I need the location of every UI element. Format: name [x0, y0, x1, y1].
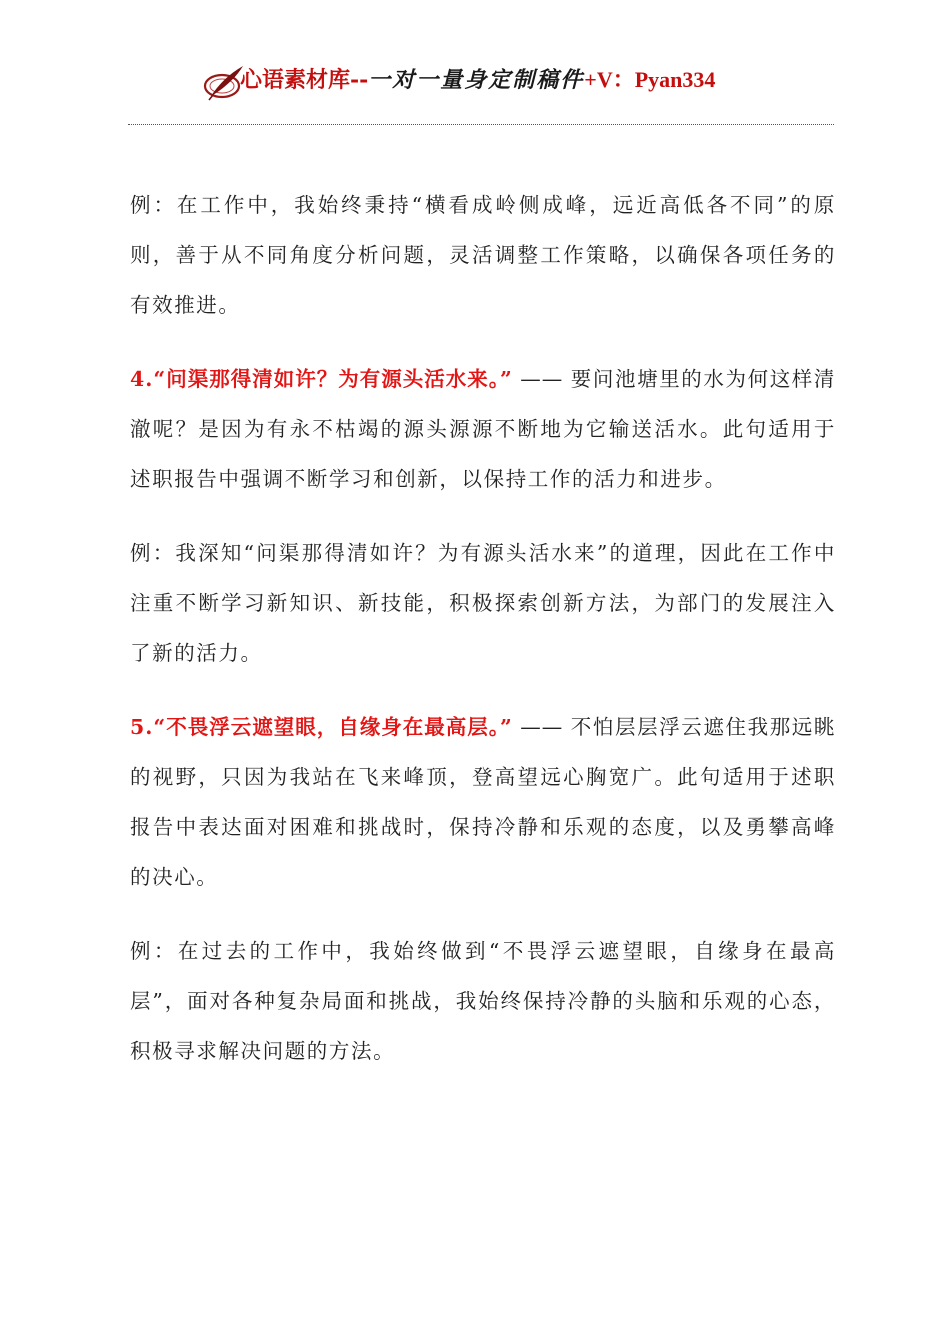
paragraph-text: 例：我深知“问渠那得清如许？为有源头活水来”的道理，因此在工作中注重不断学习新知识、新技能，积极探索创新方法，为部门的发展注入了新的活力。: [130, 541, 836, 665]
header-tagline: 一对一量身定制稿件: [368, 67, 585, 93]
poem-quote: 4.“问渠那得清如许？为有源头活水来。”: [130, 367, 513, 391]
paragraph-text: 要问池塘里的水为何这样清澈呢？是因为有永不枯竭的源头源源不断地为它输送活水。此句适用于述职报告中强调不断学习和创新，以保持工作的活力和进步。: [130, 367, 837, 491]
paragraph-text: 不怕层层浮云遮住我那远眺的视野，只因为我站在飞来峰顶，登高望远心胸宽广。此句适用于述职报告中表达面对困难和挑战时，保持冷静和乐观的态度，以及勇攀高峰的决心。: [130, 715, 837, 889]
header-contact: +V：Pyan334: [584, 67, 716, 92]
document-body: [130, 180, 836, 1100]
example-paragraph: [130, 926, 836, 1076]
header-separator: --: [350, 67, 369, 93]
poem-quote: 5.“不畏浮云遮望眼，自缘身在最高层。”: [130, 715, 513, 739]
em-dash: ——: [512, 715, 571, 739]
example-paragraph: [130, 180, 836, 330]
page-header: [0, 58, 950, 104]
em-dash: ——: [512, 367, 571, 391]
header-divider: [128, 124, 834, 125]
example-paragraph: [130, 528, 836, 678]
paragraph-text: 例：在工作中，我始终秉持“横看成岭侧成峰，远近高低各不同”的原则，善于从不同角度分析问题，灵活调整工作策略，以确保各项任务的有效推进。: [130, 193, 836, 317]
header-title: [240, 66, 715, 94]
paragraph-text: 例：在过去的工作中，我始终做到“不畏浮云遮望眼，自缘身在最高层”，面对各种复杂局面和挑战，我始终保持冷静的头脑和乐观的心态，积极寻求解决问题的方法。: [130, 939, 836, 1063]
poem-entry-5: [130, 702, 836, 902]
brand-name: 心语素材库: [240, 67, 351, 93]
poem-entry-4: [130, 354, 836, 504]
